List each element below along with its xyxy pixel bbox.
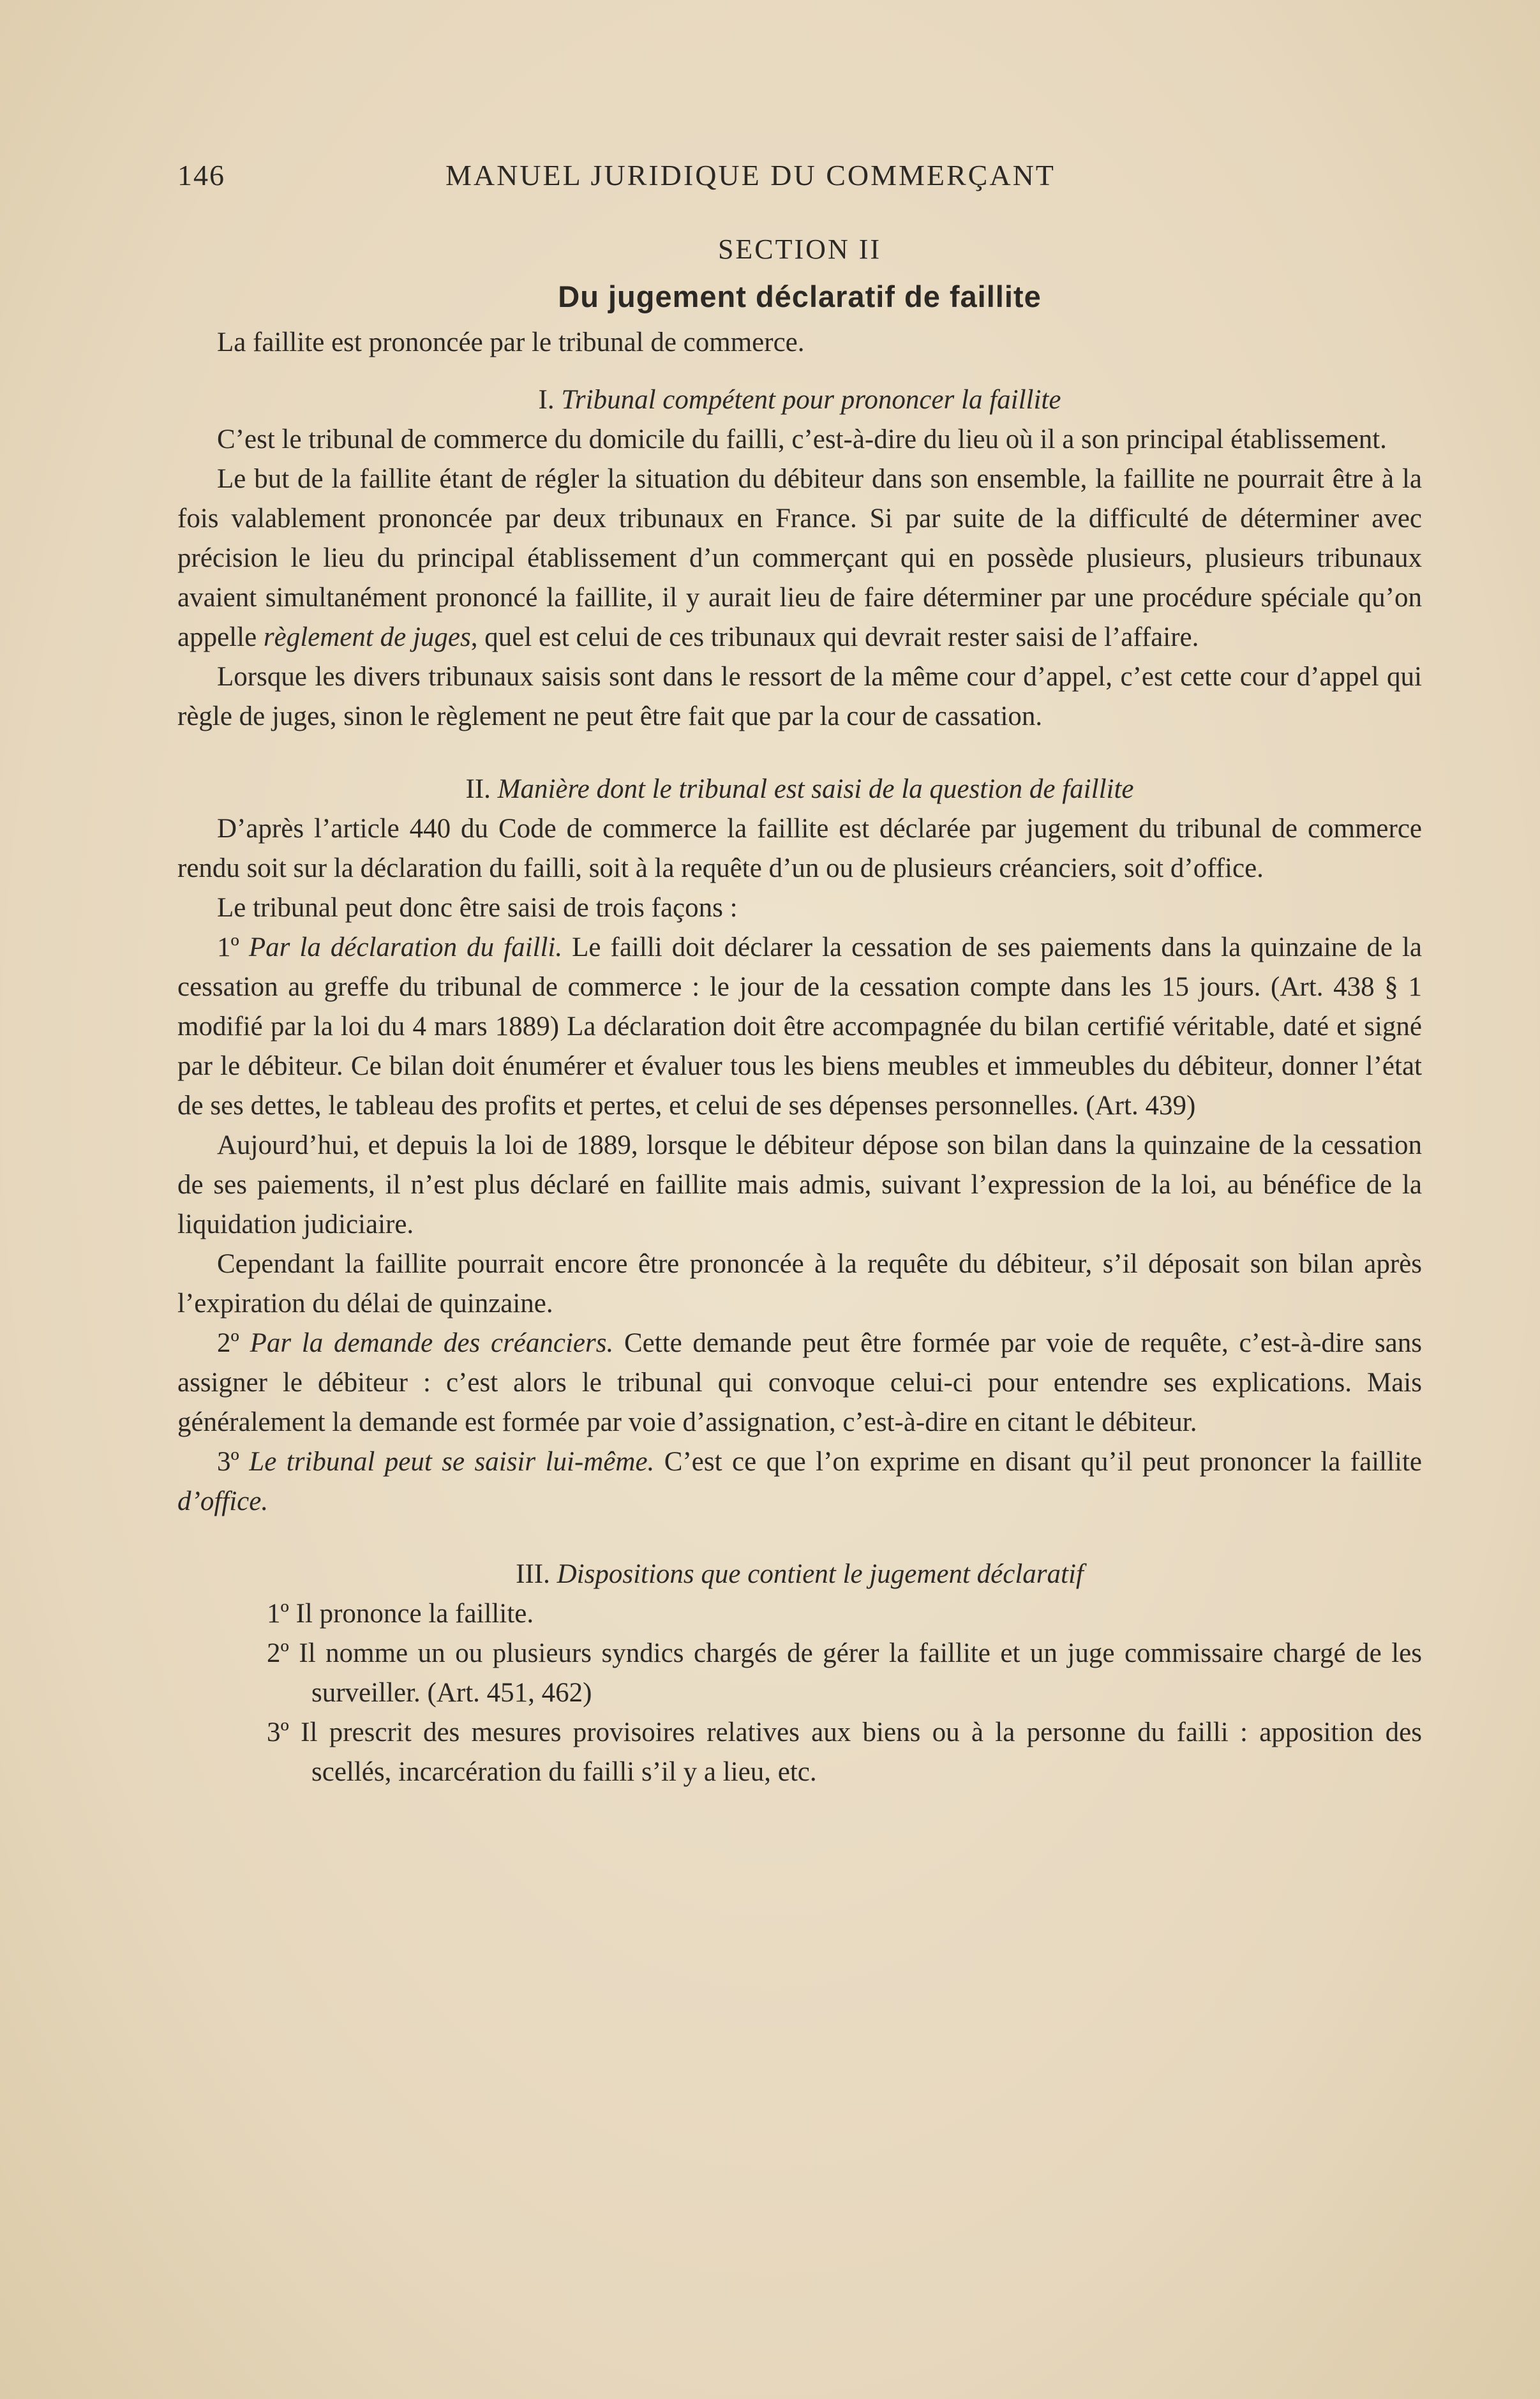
italic-term: règlement de juges [263, 622, 471, 652]
dispositions-list [267, 1594, 1422, 1792]
subsection-heading-1 [177, 380, 1422, 420]
text-run: Le but de la faillite étant de régler la situation du débiteur dans son ensemble, la faillite ne pourrait être à la fois valablement prononcée par deux tribunaux en France. Si par suite de la difficulté de déterminer avec précision le lieu du principal établissement d’un commerçant qui en possède plusieurs, plusieurs tribunaux avaient simultanément prononcé la faillite, il y aurait lieu de faire déterminer par une procédure spéciale qu’on appelle [177, 464, 1422, 652]
paragraph [177, 1442, 1422, 1521]
running-title: MANUEL JURIDIQUE DU COMMERÇANT [445, 159, 1056, 191]
page-number: 146 [177, 159, 225, 191]
paragraph: Le tribunal peut donc être saisi de trois façons : [217, 893, 738, 923]
subsection-heading-3 [177, 1555, 1422, 1594]
item-text: Il nomme un ou plusieurs syndics chargés de gérer la faillite et un juge commissaire chargé de les surveiller. (Art. 451, 462) [299, 1638, 1422, 1708]
subsection-number: II. [465, 774, 491, 804]
list-item [267, 1713, 1422, 1792]
list-item [267, 1594, 1422, 1634]
text-run: Le failli doit déclarer la cessation de ses paiements dans la quinzaine de la cessation au greffe du tribunal de commerce : le jour de la cessation compte dans les 15 jours. (Art. 438 § 1 modifié par la loi du 4 mars 1889) La déclaration doit être accompagnée du bilan certifié véritable, daté et signé par le débiteur. Ce bilan doit énumérer et évaluer tous les biens meubles et immeubles du débiteur, donner l’état de ses dettes, le tableau des profits et pertes, et celui de ses dépenses personnelles. (Art. 439) [177, 932, 1423, 1121]
paragraph: D’après l’article 440 du Code de commerce la faillite est déclarée par jugement du tribunal de commerce rendu soit sur la déclaration du failli, soit à la requête d’un ou de plusieurs créanciers, soit d’office. [177, 814, 1422, 883]
subsection-number: I. [538, 385, 555, 415]
page-body [177, 230, 1422, 1792]
subsection-title: Manière dont le tribunal est saisi de la question de faillite [497, 774, 1134, 804]
item-number: 2º [267, 1638, 289, 1668]
italic-lead: Par la demande des créanciers. [250, 1328, 614, 1358]
text-run: , quel est celui de ces tribunaux qui devrait rester saisi de l’affaire. [470, 622, 1199, 652]
item-number: 1º [267, 1599, 289, 1629]
italic-term: d’office. [177, 1486, 269, 1516]
section-label: SECTION II [717, 234, 882, 265]
list-item [267, 1634, 1422, 1713]
subsection-heading-2 [177, 770, 1422, 809]
item-text: Il prescrit des mesures provisoires relatives aux biens ou à la personne du failli : apposition des scellés, incarcération du failli s’il y a lieu, etc. [301, 1717, 1422, 1787]
item-number: 2º [217, 1328, 239, 1358]
paragraph: C’est le tribunal de commerce du domicile du failli, c’est-à-dire du lieu où il a son principal établissement. [217, 424, 1387, 454]
italic-lead: Le tribunal peut se saisir lui-même. [249, 1447, 655, 1477]
paragraph: Aujourd’hui, et depuis la loi de 1889, lorsque le débiteur dépose son bilan dans la quinzaine de la cessation de ses paiements, il n’est plus déclaré en faillite mais admis, suivant l’expression de la loi, au bénéfice de la liquidation judiciaire. [177, 1130, 1422, 1239]
item-number: 1º [217, 932, 239, 962]
item-text: Il prononce la faillite. [295, 1599, 534, 1629]
text-run: C’est ce que l’on exprime en disant qu’il peut prononcer la faillite [654, 1447, 1422, 1477]
paragraph: Cependant la faillite pourrait encore être prononcée à la requête du débiteur, s’il déposait son bilan après l’expiration du délai de quinzaine. [177, 1249, 1422, 1319]
subsection-number: III. [516, 1559, 550, 1589]
subsection-title: Tribunal compétent pour prononcer la faillite [561, 385, 1061, 415]
section-title: Du jugement déclaratif de faillite [558, 280, 1042, 313]
item-number: 3º [217, 1447, 239, 1477]
paragraph [177, 460, 1422, 657]
text-run: Cette demande peut être formée par voie de requête, c’est-à-dire sans assigner le débiteur : c’est alors le tribunal qui convoque celui-ci pour entendre ses explications. Mais généralement la demande est formée par voie d’assignation, c’est-à-dire en citant le débiteur. [177, 1328, 1422, 1437]
paragraph [177, 1324, 1422, 1442]
paragraph [177, 928, 1422, 1126]
section-intro: La faillite est prononcée par le tribunal de commerce. [217, 327, 805, 357]
subsection-title: Dispositions que contient le jugement déclaratif [557, 1559, 1084, 1589]
italic-lead: Par la déclaration du failli. [248, 932, 563, 962]
paragraph: Lorsque les divers tribunaux saisis sont dans le ressort de la même cour d’appel, c’est cette cour d’appel qui règle de juges, sinon le règlement ne peut être fait que par la cour de cassation. [177, 662, 1422, 731]
item-number: 3º [267, 1717, 289, 1747]
